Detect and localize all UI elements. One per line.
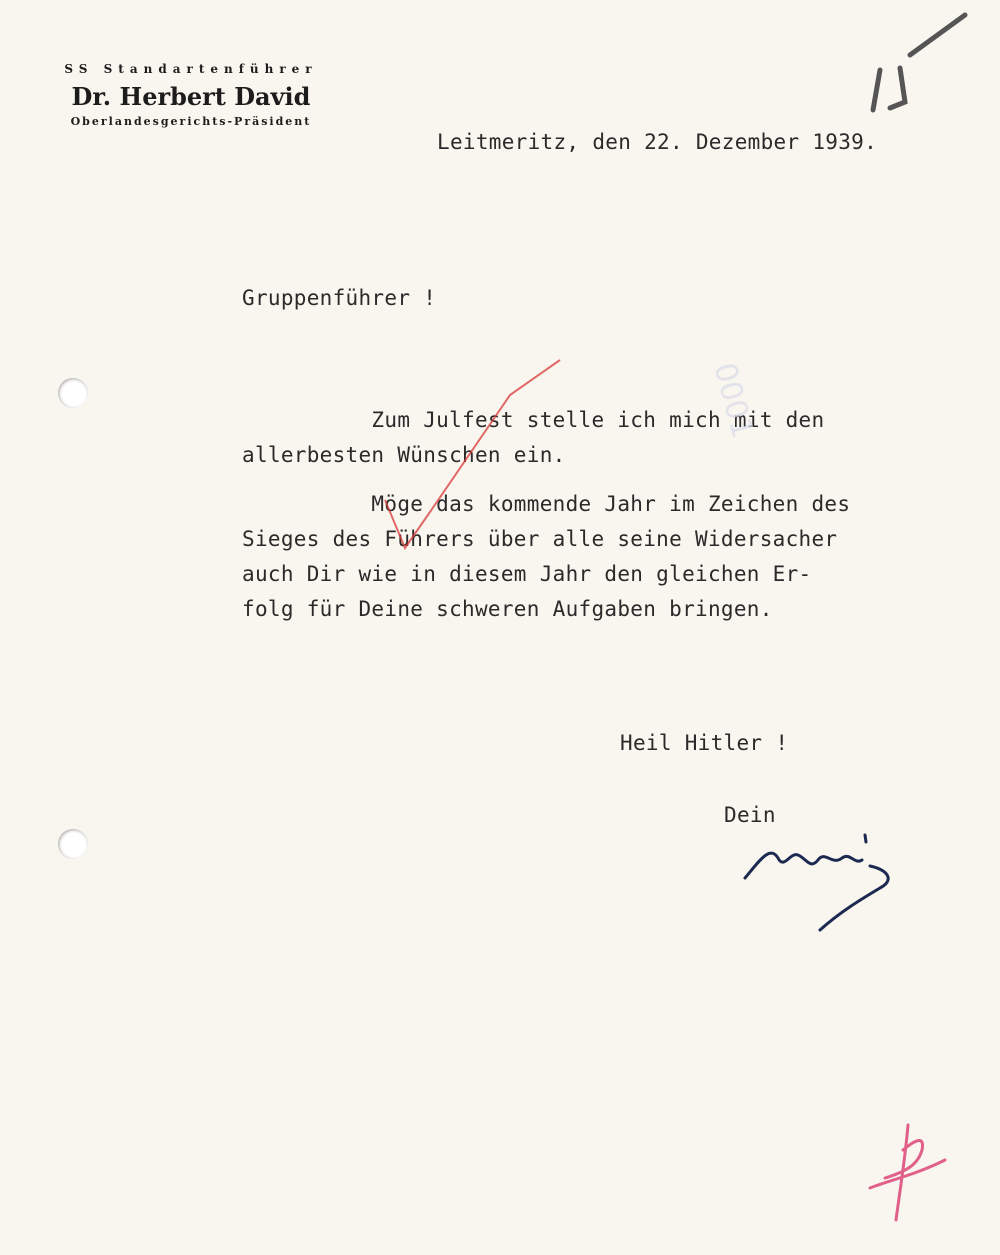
letterhead	[56, 62, 326, 128]
salutation: Gruppenführer !	[242, 286, 437, 310]
date-line: Leitmeritz, den 22. Dezember 1939.	[437, 130, 878, 154]
pencil-number-15	[873, 15, 965, 110]
pink-initial-mark	[870, 1125, 945, 1220]
letterhead-name: Dr. Herbert David	[71, 82, 311, 111]
paragraph-1: Zum Julfest stelle ich mich mit den allerbesten Wünschen ein.	[242, 408, 825, 467]
closing-greeting: Heil Hitler !	[620, 731, 789, 755]
punch-hole-top	[58, 378, 88, 408]
sign-off: Dein	[724, 803, 776, 827]
handwritten-signature	[745, 835, 888, 930]
paragraph-2: Möge das kommende Jahr im Zeichen des Sieges des Führers über alle seine Widersacher auch Dir wie in diesem Jahr den gleichen Er- folg für Deine schweren Aufgaben bringen.	[242, 492, 851, 621]
faded-stamp: 0001	[706, 359, 760, 442]
letterhead-rank: SS Standartenführer	[64, 62, 318, 76]
punch-hole-bottom	[58, 829, 88, 859]
letterhead-title: Oberlandesgerichts-Präsident	[70, 115, 312, 128]
